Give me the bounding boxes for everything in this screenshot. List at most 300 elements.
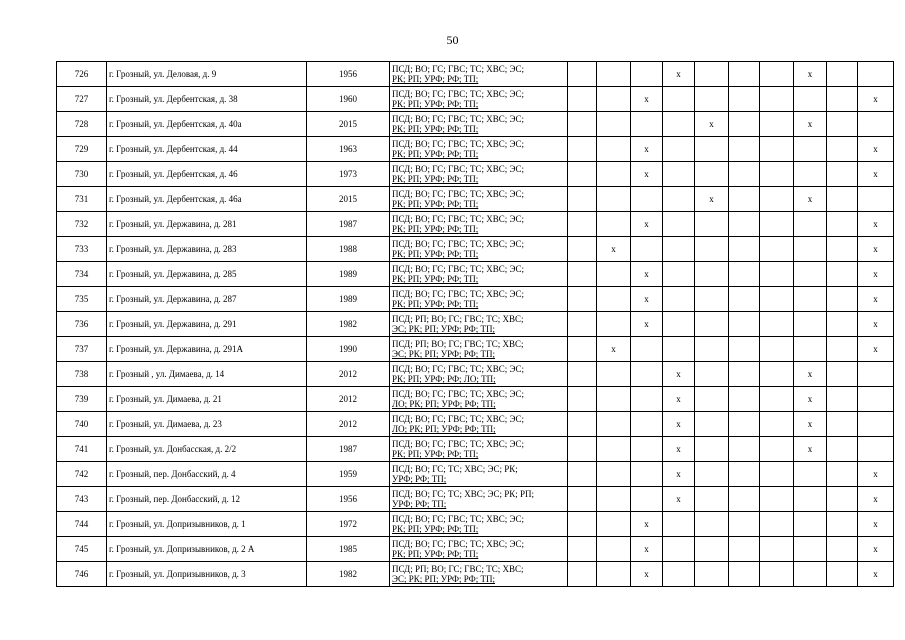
year-cell: 1982 xyxy=(307,562,390,587)
row-number-cell: 734 xyxy=(57,262,107,287)
services-line-2: РК; РП; УРФ; РФ; ТП; xyxy=(392,99,479,109)
year-cell: 1956 xyxy=(307,487,390,512)
mark-cell xyxy=(695,412,729,437)
mark-cell xyxy=(568,212,597,237)
mark-cell xyxy=(663,87,695,112)
table-row xyxy=(57,312,894,337)
mark-cell xyxy=(760,512,794,537)
mark-cell xyxy=(568,337,597,362)
services-cell xyxy=(390,387,568,412)
mark-cell xyxy=(597,462,631,487)
services-line-2: РК; РП; УРФ; РФ; ТП; xyxy=(392,124,479,134)
mark-cell xyxy=(597,87,631,112)
mark-cell xyxy=(760,462,794,487)
mark-cell xyxy=(663,312,695,337)
mark-cell xyxy=(794,212,827,237)
mark-cell xyxy=(827,437,858,462)
table-row xyxy=(57,537,894,562)
mark-cell xyxy=(858,437,894,462)
services-line-2: ЭС; РК; РП; УРФ; РФ; ТП; xyxy=(392,324,496,334)
mark-cell xyxy=(827,112,858,137)
services-line-1: ПСД; ВО; ГС; ГВС; ТС; ХВС; ЭС; xyxy=(392,514,524,524)
mark-cell: x xyxy=(858,312,894,337)
mark-cell xyxy=(597,362,631,387)
services-line-1: ПСД; ВО; ГС; ГВС; ТС; ХВС; ЭС; xyxy=(392,264,524,274)
year-cell: 1982 xyxy=(307,312,390,337)
address-cell: г. Грозный, ул. Державина, д. 291А xyxy=(107,337,307,362)
mark-cell xyxy=(597,562,631,587)
address-cell: г. Грозный, пер. Донбасский, д. 12 xyxy=(107,487,307,512)
services-cell xyxy=(390,62,568,87)
mark-cell xyxy=(794,487,827,512)
row-number-cell: 732 xyxy=(57,212,107,237)
row-number-cell: 737 xyxy=(57,337,107,362)
mark-cell xyxy=(827,287,858,312)
table-row xyxy=(57,262,894,287)
address-cell: г. Грозный, ул. Димаева, д. 21 xyxy=(107,387,307,412)
table-row xyxy=(57,362,894,387)
mark-cell xyxy=(729,512,760,537)
year-cell: 1959 xyxy=(307,462,390,487)
mark-cell xyxy=(695,137,729,162)
mark-cell xyxy=(631,187,663,212)
mark-cell xyxy=(568,187,597,212)
row-number-cell: 744 xyxy=(57,512,107,537)
mark-cell xyxy=(827,537,858,562)
services-line-2: ЛО; РК; РП; УРФ; РФ; ТП; xyxy=(392,399,496,409)
address-cell: г. Грозный , ул. Димаева, д. 14 xyxy=(107,362,307,387)
mark-cell: x xyxy=(695,112,729,137)
mark-cell xyxy=(695,387,729,412)
mark-cell xyxy=(695,237,729,262)
mark-cell xyxy=(631,412,663,437)
mark-cell: x xyxy=(695,187,729,212)
services-cell xyxy=(390,287,568,312)
row-number-cell: 726 xyxy=(57,62,107,87)
mark-cell xyxy=(729,237,760,262)
mark-cell xyxy=(729,212,760,237)
mark-cell xyxy=(695,287,729,312)
mark-cell: x xyxy=(858,487,894,512)
table-row xyxy=(57,562,894,587)
mark-cell: x xyxy=(631,312,663,337)
mark-cell xyxy=(597,437,631,462)
mark-cell xyxy=(794,462,827,487)
mark-cell xyxy=(695,312,729,337)
services-line-1: ПСД; ВО; ГС; ГВС; ТС; ХВС; ЭС; xyxy=(392,189,524,199)
address-cell: г. Грозный, ул. Деловая, д. 9 xyxy=(107,62,307,87)
row-number-cell: 743 xyxy=(57,487,107,512)
mark-cell xyxy=(695,512,729,537)
services-line-2: РК; РП; УРФ; РФ; ТП; xyxy=(392,249,479,259)
mark-cell xyxy=(597,162,631,187)
address-cell: г. Грозный, ул. Державина, д. 283 xyxy=(107,237,307,262)
mark-cell xyxy=(663,137,695,162)
table-row xyxy=(57,412,894,437)
row-number-cell: 739 xyxy=(57,387,107,412)
mark-cell xyxy=(729,337,760,362)
mark-cell xyxy=(597,387,631,412)
mark-cell xyxy=(663,337,695,362)
mark-cell xyxy=(760,187,794,212)
mark-cell xyxy=(663,537,695,562)
services-cell xyxy=(390,87,568,112)
mark-cell xyxy=(597,487,631,512)
row-number-cell: 746 xyxy=(57,562,107,587)
services-line-2: РК; РП; УРФ; РФ; ТП; xyxy=(392,199,479,209)
year-cell: 1987 xyxy=(307,212,390,237)
mark-cell xyxy=(858,387,894,412)
services-line-2: РК; РП; УРФ; РФ; ТП; xyxy=(392,549,479,559)
mark-cell xyxy=(568,487,597,512)
services-line-2: РК; РП; УРФ; РФ; ТП; xyxy=(392,149,479,159)
year-cell: 1989 xyxy=(307,262,390,287)
address-cell: г. Грозный, ул. Допризывников, д. 1 xyxy=(107,512,307,537)
page-number: 50 xyxy=(446,33,459,47)
row-number-cell: 735 xyxy=(57,287,107,312)
row-number-cell: 733 xyxy=(57,237,107,262)
mark-cell xyxy=(760,87,794,112)
mark-cell: x xyxy=(794,187,827,212)
address-cell: г. Грозный, ул. Донбасская, д. 2/2 xyxy=(107,437,307,462)
mark-cell xyxy=(729,87,760,112)
mark-cell xyxy=(597,112,631,137)
mark-cell xyxy=(827,512,858,537)
mark-cell xyxy=(695,362,729,387)
services-line-1: ПСД; ВО; ГС; ТС; ХВС; ЭС; РК; xyxy=(392,464,518,474)
mark-cell xyxy=(794,162,827,187)
mark-cell xyxy=(631,437,663,462)
mark-cell xyxy=(631,337,663,362)
address-cell: г. Грозный, ул. Державина, д. 287 xyxy=(107,287,307,312)
year-cell: 1989 xyxy=(307,287,390,312)
year-cell: 2012 xyxy=(307,362,390,387)
mark-cell xyxy=(760,437,794,462)
mark-cell: x xyxy=(858,537,894,562)
mark-cell xyxy=(760,237,794,262)
mark-cell xyxy=(794,537,827,562)
table-row xyxy=(57,237,894,262)
mark-cell xyxy=(729,287,760,312)
mark-cell xyxy=(631,487,663,512)
mark-cell xyxy=(663,237,695,262)
mark-cell xyxy=(794,237,827,262)
services-line-2: УРФ; РФ; ТП; xyxy=(392,474,447,484)
services-line-1: ПСД; ВО; ГС; ГВС; ТС; ХВС; ЭС; xyxy=(392,164,524,174)
mark-cell: x xyxy=(631,87,663,112)
table-row xyxy=(57,187,894,212)
mark-cell xyxy=(760,62,794,87)
mark-cell xyxy=(597,312,631,337)
services-line-1: ПСД; РП; ВО; ГС; ГВС; ТС; ХВС; xyxy=(392,314,524,324)
mark-cell: x xyxy=(597,237,631,262)
row-number-cell: 730 xyxy=(57,162,107,187)
mark-cell: x xyxy=(858,162,894,187)
mark-cell xyxy=(760,137,794,162)
mark-cell xyxy=(695,337,729,362)
services-line-1: ПСД; ВО; ГС; ГВС; ТС; ХВС; ЭС; xyxy=(392,139,524,149)
mark-cell xyxy=(827,562,858,587)
mark-cell xyxy=(794,87,827,112)
mark-cell: x xyxy=(631,212,663,237)
mark-cell xyxy=(568,562,597,587)
services-cell xyxy=(390,137,568,162)
row-number-cell: 742 xyxy=(57,462,107,487)
mark-cell xyxy=(568,87,597,112)
mark-cell xyxy=(858,187,894,212)
mark-cell xyxy=(827,412,858,437)
table-row xyxy=(57,62,894,87)
mark-cell xyxy=(729,262,760,287)
mark-cell xyxy=(568,412,597,437)
mark-cell xyxy=(597,512,631,537)
mark-cell xyxy=(729,387,760,412)
mark-cell xyxy=(827,62,858,87)
mark-cell xyxy=(827,162,858,187)
year-cell: 1990 xyxy=(307,337,390,362)
mark-cell xyxy=(729,112,760,137)
mark-cell: x xyxy=(794,62,827,87)
mark-cell xyxy=(695,162,729,187)
mark-cell: x xyxy=(858,287,894,312)
mark-cell xyxy=(827,337,858,362)
mark-cell xyxy=(568,462,597,487)
mark-cell xyxy=(568,287,597,312)
services-line-2: ЭС; РК; РП; УРФ; РФ; ТП; xyxy=(392,574,496,584)
services-cell xyxy=(390,512,568,537)
services-line-1: ПСД; РП; ВО; ГС; ГВС; ТС; ХВС; xyxy=(392,564,524,574)
services-line-1: ПСД; ВО; ГС; ГВС; ТС; ХВС; ЭС; xyxy=(392,364,524,374)
services-cell xyxy=(390,112,568,137)
row-number-cell: 731 xyxy=(57,187,107,212)
mark-cell xyxy=(827,487,858,512)
mark-cell: x xyxy=(858,512,894,537)
mark-cell xyxy=(631,112,663,137)
mark-cell xyxy=(827,262,858,287)
mark-cell xyxy=(794,262,827,287)
table-row xyxy=(57,462,894,487)
mark-cell xyxy=(827,387,858,412)
year-cell: 1987 xyxy=(307,437,390,462)
mark-cell xyxy=(794,562,827,587)
mark-cell xyxy=(858,112,894,137)
mark-cell: x xyxy=(794,112,827,137)
address-cell: г. Грозный, ул. Дербентская, д. 44 xyxy=(107,137,307,162)
mark-cell: x xyxy=(858,137,894,162)
services-line-2: РК; РП; УРФ; РФ; ТП; xyxy=(392,299,479,309)
year-cell: 1960 xyxy=(307,87,390,112)
mark-cell xyxy=(858,62,894,87)
mark-cell: x xyxy=(858,462,894,487)
services-line-1: ПСД; ВО; ГС; ГВС; ТС; ХВС; ЭС; xyxy=(392,239,524,249)
table-row xyxy=(57,512,894,537)
mark-cell: x xyxy=(794,412,827,437)
mark-cell: x xyxy=(794,437,827,462)
row-number-cell: 736 xyxy=(57,312,107,337)
mark-cell xyxy=(631,462,663,487)
mark-cell xyxy=(597,62,631,87)
mark-cell xyxy=(568,537,597,562)
mark-cell xyxy=(729,162,760,187)
mark-cell: x xyxy=(663,387,695,412)
mark-cell xyxy=(663,562,695,587)
row-number-cell: 745 xyxy=(57,537,107,562)
mark-cell xyxy=(729,62,760,87)
mark-cell: x xyxy=(663,487,695,512)
services-cell xyxy=(390,337,568,362)
mark-cell xyxy=(568,512,597,537)
mark-cell xyxy=(631,387,663,412)
mark-cell xyxy=(568,387,597,412)
mark-cell xyxy=(729,312,760,337)
year-cell: 1956 xyxy=(307,62,390,87)
mark-cell xyxy=(729,537,760,562)
table-row xyxy=(57,162,894,187)
row-number-cell: 729 xyxy=(57,137,107,162)
table-row xyxy=(57,137,894,162)
mark-cell xyxy=(729,462,760,487)
mark-cell xyxy=(597,137,631,162)
mark-cell: x xyxy=(631,162,663,187)
services-cell xyxy=(390,462,568,487)
mark-cell xyxy=(760,337,794,362)
services-line-1: ПСД; ВО; ГС; ГВС; ТС; ХВС; ЭС; xyxy=(392,64,524,74)
services-line-2: ЛО; РК; РП; УРФ; РФ; ТП; xyxy=(392,424,496,434)
year-cell: 2015 xyxy=(307,187,390,212)
mark-cell xyxy=(794,312,827,337)
mark-cell xyxy=(760,362,794,387)
mark-cell xyxy=(695,462,729,487)
mark-cell xyxy=(827,87,858,112)
services-cell xyxy=(390,562,568,587)
mark-cell xyxy=(729,187,760,212)
year-cell: 1972 xyxy=(307,512,390,537)
services-cell xyxy=(390,237,568,262)
mark-cell xyxy=(597,537,631,562)
mark-cell xyxy=(729,487,760,512)
services-cell xyxy=(390,362,568,387)
services-cell xyxy=(390,187,568,212)
year-cell: 2012 xyxy=(307,387,390,412)
mark-cell xyxy=(568,112,597,137)
mark-cell xyxy=(568,137,597,162)
services-line-2: РК; РП; УРФ; РФ; ТП; xyxy=(392,174,479,184)
address-cell: г. Грозный, ул. Дербентская, д. 46 xyxy=(107,162,307,187)
mark-cell xyxy=(760,487,794,512)
services-line-1: ПСД; ВО; ГС; ГВС; ТС; ХВС; ЭС; xyxy=(392,539,524,549)
mark-cell xyxy=(760,312,794,337)
address-cell: г. Грозный, ул. Димаева, д. 23 xyxy=(107,412,307,437)
mark-cell xyxy=(858,412,894,437)
table-row xyxy=(57,387,894,412)
mark-cell xyxy=(568,437,597,462)
row-number-cell: 740 xyxy=(57,412,107,437)
address-cell: г. Грозный, ул. Дербентская, д. 40а xyxy=(107,112,307,137)
mark-cell xyxy=(568,62,597,87)
mark-cell: x xyxy=(794,387,827,412)
mark-cell xyxy=(729,137,760,162)
table-row xyxy=(57,112,894,137)
mark-cell xyxy=(568,262,597,287)
mark-cell xyxy=(695,562,729,587)
mark-cell xyxy=(663,112,695,137)
mark-cell xyxy=(760,112,794,137)
year-cell: 1963 xyxy=(307,137,390,162)
mark-cell xyxy=(568,362,597,387)
mark-cell xyxy=(695,62,729,87)
mark-cell xyxy=(760,537,794,562)
address-cell: г. Грозный, пер. Донбасский, д. 4 xyxy=(107,462,307,487)
services-line-1: ПСД; ВО; ГС; ГВС; ТС; ХВС; ЭС; xyxy=(392,89,524,99)
row-number-cell: 738 xyxy=(57,362,107,387)
mark-cell xyxy=(663,187,695,212)
mark-cell xyxy=(568,162,597,187)
mark-cell: x xyxy=(663,362,695,387)
year-cell: 1988 xyxy=(307,237,390,262)
mark-cell xyxy=(794,337,827,362)
services-cell xyxy=(390,437,568,462)
table-row xyxy=(57,337,894,362)
mark-cell xyxy=(695,212,729,237)
mark-cell: x xyxy=(631,512,663,537)
mark-cell: x xyxy=(663,62,695,87)
mark-cell xyxy=(695,537,729,562)
services-line-2: РК; РП; УРФ; РФ; ТП; xyxy=(392,274,479,284)
mark-cell: x xyxy=(597,337,631,362)
services-line-2: РК; РП; УРФ; РФ; ТП; xyxy=(392,524,479,534)
services-line-1: ПСД; РП; ВО; ГС; ГВС; ТС; ХВС; xyxy=(392,339,524,349)
address-cell: г. Грозный, ул. Державина, д. 285 xyxy=(107,262,307,287)
table-row xyxy=(57,287,894,312)
row-number-cell: 741 xyxy=(57,437,107,462)
mark-cell xyxy=(760,387,794,412)
mark-cell xyxy=(760,162,794,187)
services-line-1: ПСД; ВО; ГС; ГВС; ТС; ХВС; ЭС; xyxy=(392,414,524,424)
mark-cell xyxy=(663,162,695,187)
services-line-2: РК; РП; УРФ; РФ; ТП; xyxy=(392,74,479,84)
mark-cell xyxy=(695,262,729,287)
mark-cell: x xyxy=(631,262,663,287)
mark-cell: x xyxy=(663,412,695,437)
services-line-1: ПСД; ВО; ГС; ГВС; ТС; ХВС; ЭС; xyxy=(392,389,524,399)
mark-cell xyxy=(695,487,729,512)
services-cell xyxy=(390,162,568,187)
address-cell: г. Грозный, ул. Дербентская, д. 46а xyxy=(107,187,307,212)
services-line-2: ЭС; РК; РП; УРФ; РФ; ТП; xyxy=(392,349,496,359)
mark-cell xyxy=(631,362,663,387)
table-row xyxy=(57,487,894,512)
mark-cell: x xyxy=(858,337,894,362)
table-row xyxy=(57,212,894,237)
table-row xyxy=(57,87,894,112)
mark-cell xyxy=(663,287,695,312)
mark-cell xyxy=(760,262,794,287)
address-cell: г. Грозный, ул. Допризывников, д. 3 xyxy=(107,562,307,587)
row-number-cell: 728 xyxy=(57,112,107,137)
mark-cell xyxy=(568,312,597,337)
services-cell xyxy=(390,312,568,337)
year-cell: 2012 xyxy=(307,412,390,437)
mark-cell: x xyxy=(794,362,827,387)
mark-cell: x xyxy=(631,287,663,312)
mark-cell xyxy=(597,212,631,237)
mark-cell xyxy=(729,362,760,387)
services-line-1: ПСД; ВО; ГС; ГВС; ТС; ХВС; ЭС; xyxy=(392,289,524,299)
mark-cell xyxy=(858,362,894,387)
year-cell: 2015 xyxy=(307,112,390,137)
mark-cell: x xyxy=(858,87,894,112)
year-cell: 1985 xyxy=(307,537,390,562)
